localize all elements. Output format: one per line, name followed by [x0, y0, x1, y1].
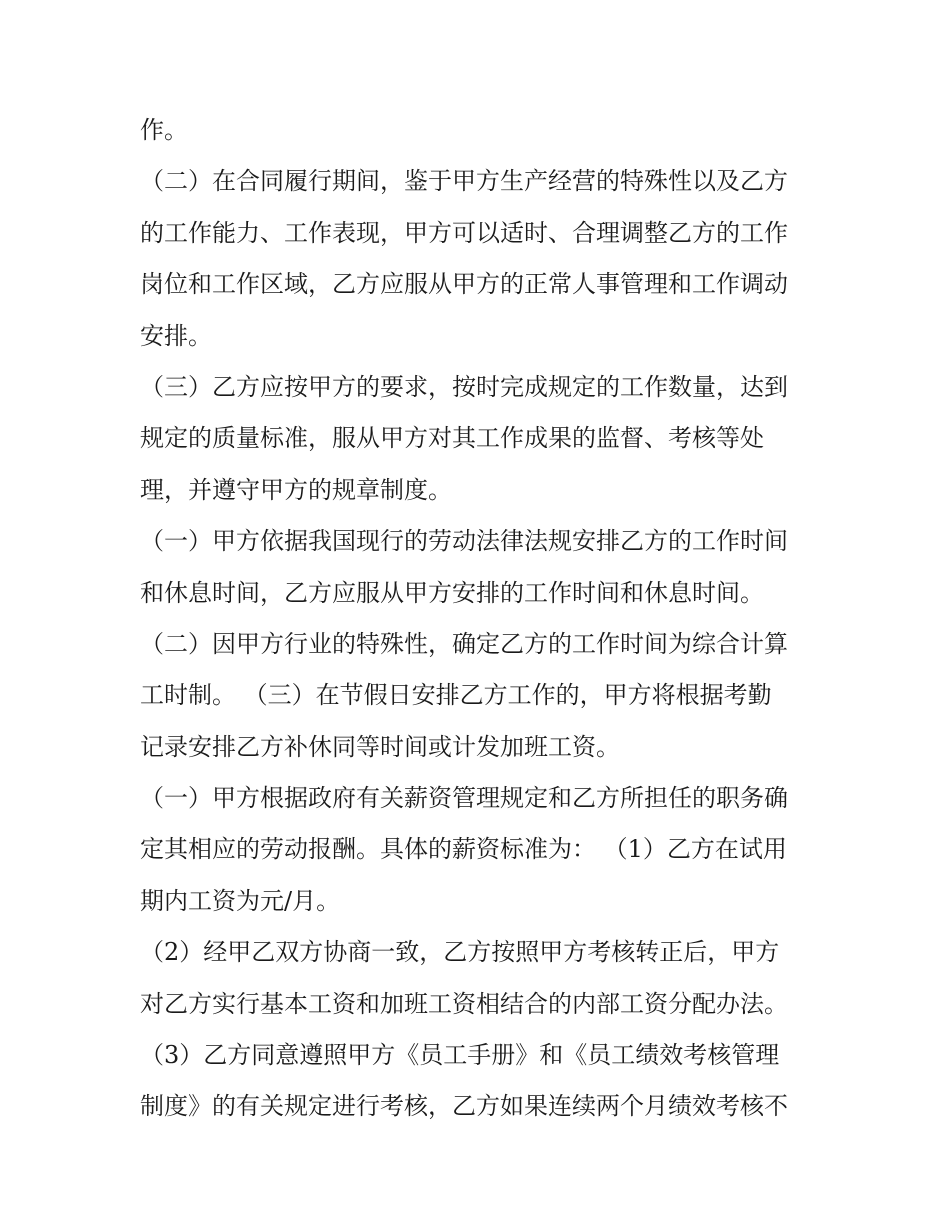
- text-line: （一）甲方依据我国现行的劳动法律法规安排乙方的工作时间: [140, 527, 788, 556]
- text-line: 定其相应的劳动报酬。具体的薪资标准为： （1）乙方在试用: [140, 835, 787, 864]
- text-line: 安排。: [140, 321, 212, 350]
- text-line: （一）甲方根据政府有关薪资管理规定和乙方所担任的职务确: [140, 784, 788, 813]
- text-line: 和休息时间，乙方应服从甲方安排的工作时间和休息时间。: [140, 578, 764, 607]
- text-line: （三）乙方应按甲方的要求，按时完成规定的工作数量，达到: [140, 372, 788, 401]
- text-line: （2）经甲乙双方协商一致，乙方按照甲方考核转正后，甲方: [140, 938, 780, 967]
- text-line: 理，并遵守甲方的规章制度。: [140, 475, 452, 504]
- text-line: （二）在合同履行期间，鉴于甲方生产经营的特殊性以及乙方: [140, 167, 788, 196]
- text-line: 的工作能力、工作表现，甲方可以适时、合理调整乙方的工作: [140, 218, 788, 247]
- text-line: 制度》的有关规定进行考核，乙方如果连续两个月绩效考核不: [140, 1092, 788, 1121]
- text-line: 对乙方实行基本工资和加班工资相结合的内部工资分配办法。: [140, 989, 788, 1018]
- text-line: 记录安排乙方补休同等时间或计发加班工资。: [140, 732, 620, 761]
- text-line: 作。: [140, 116, 188, 144]
- text-line: （二）因甲方行业的特殊性，确定乙方的工作时间为综合计算: [140, 629, 788, 658]
- text-line: 期内工资为元/月。: [140, 886, 341, 915]
- document-body: [140, 105, 820, 1133]
- text-line: 规定的质量标准，服从甲方对其工作成果的监督、考核等处: [140, 424, 764, 453]
- text-line: （3）乙方同意遵照甲方《员工手册》和《员工绩效考核管理: [140, 1041, 780, 1070]
- text-line: 岗位和工作区域，乙方应服从甲方的正常人事管理和工作调动: [140, 270, 788, 299]
- text-line: 工时制。 （三）在节假日安排乙方工作的，甲方将根据考勤: [140, 681, 772, 710]
